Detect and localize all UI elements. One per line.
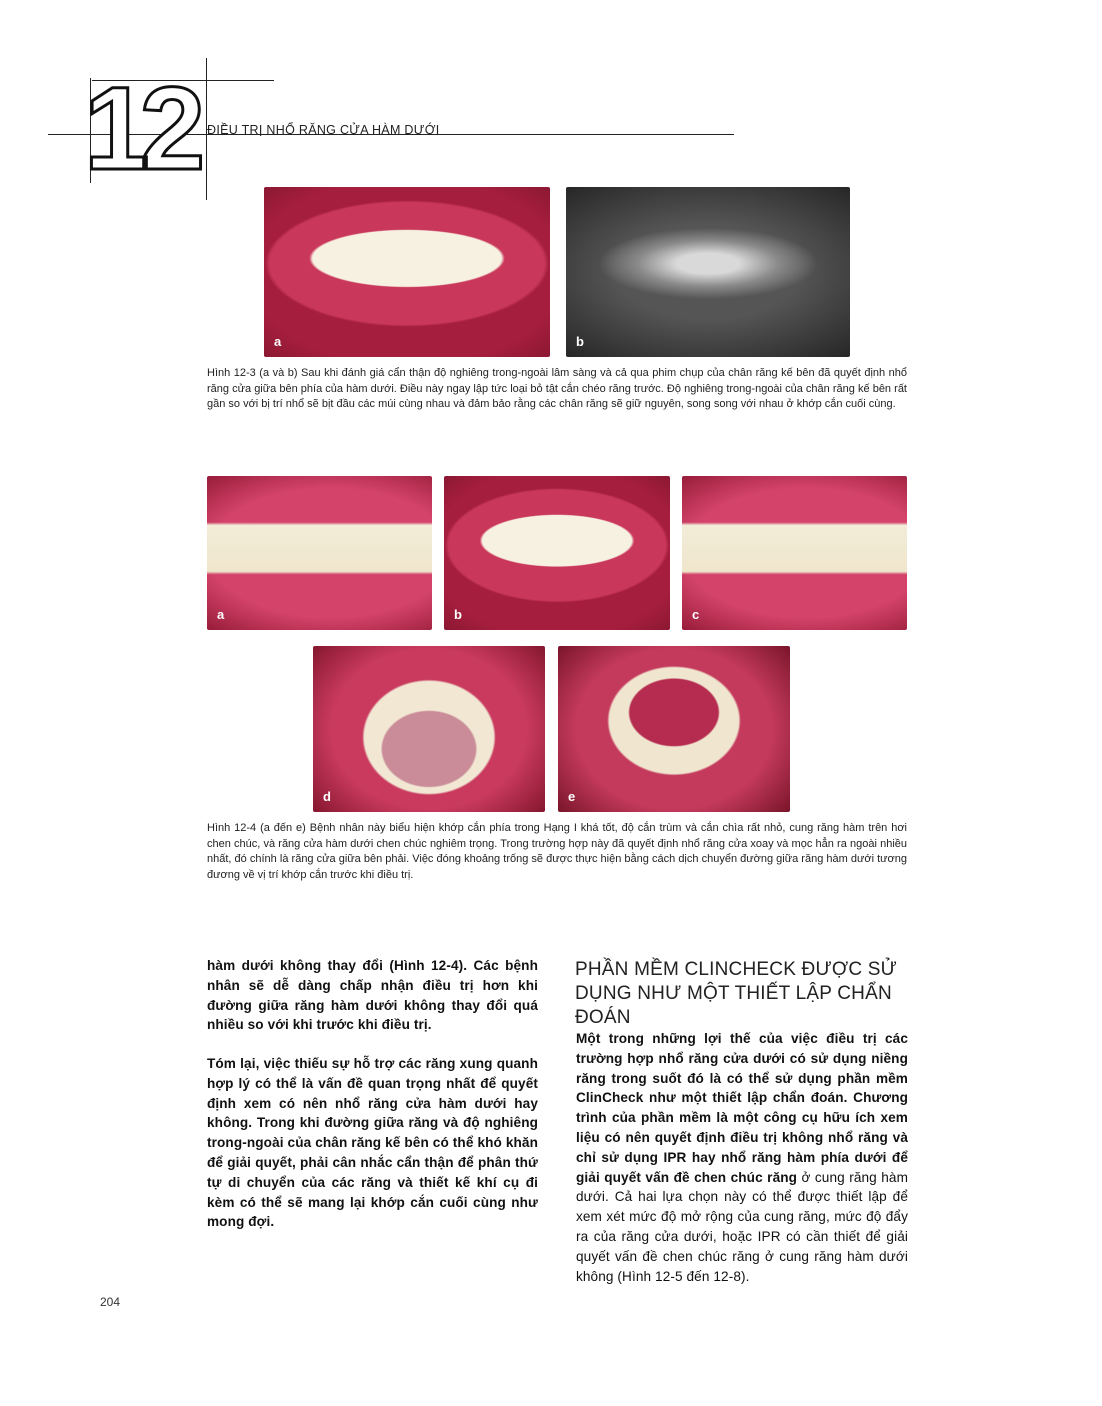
left-paragraph-2: Tóm lại, việc thiếu sự hỗ trợ các răng xung quanh hợp lý có thể là vấn đề quan trọng nhất để quyết định xem có nên nhổ răng cửa hàm dưới hay không. Trong khi đường giữa răng và độ nghiêng trong-ngoài của chân răng kế bên có thể khó khăn để giải quyết, phải cân nhắc cẩn thận để phân thứ tự di chuyển của các răng và thiết kế khí cụ đi kèm có thể sẽ mang lại khớp cắn cuối cùng như mong đợi. <box>207 1056 538 1230</box>
photo-label: a <box>274 334 282 349</box>
photo-label: a <box>217 607 225 622</box>
figure-12-3a-photo <box>264 187 550 357</box>
figure-12-4a-photo <box>207 476 432 630</box>
photo-label: d <box>323 789 331 804</box>
figure-12-4c-photo <box>682 476 907 630</box>
figure-12-4d-photo <box>313 646 545 812</box>
figure-12-4b-photo <box>444 476 670 630</box>
chapter-title: ĐIỀU TRỊ NHỔ RĂNG CỬA HÀM DƯỚI <box>207 123 440 137</box>
right-paragraph <box>576 1029 908 1286</box>
figure-12-4e-photo <box>558 646 790 812</box>
figure-12-4-caption: Hình 12-4 (a đến e) Bệnh nhân này biểu hiện khớp cắn phía trong Hạng I khá tốt, độ cắn trùm và cắn chìa rất nhỏ, cung răng hàm trên hơi chen chúc, và răng cửa hàm dưới chen chúc nghiêm trọng. Trong trường hợp này đã quyết định nhổ răng cửa xoay và mọc hẳn ra ngoài nhiều nhất, đó chính là răng cửa giữa bên phải. Việc đóng khoảng trống sẽ được thực hiện bằng cách dịch chuyển đường giữa răng hàm dưới tương đương về vị trí khớp cắn trước khi điều trị. <box>207 822 907 881</box>
photo-label: e <box>568 789 576 804</box>
photo-label: c <box>692 607 700 622</box>
left-paragraph-1: hàm dưới không thay đổi (Hình 12-4). Các bệnh nhân sẽ dễ dàng chấp nhận điều trị hơn khi đường giữa răng hàm dưới không thay đổi quá nhiều so với khi trước khi điều trị. <box>207 958 538 1033</box>
page-number: 204 <box>100 1295 121 1309</box>
chapter-number: 12 <box>84 63 196 195</box>
photo-label: b <box>454 607 462 622</box>
figure-12-3-caption: Hình 12-3 (a và b) Sau khi đánh giá cẩn thận độ nghiêng trong-ngoài lâm sàng và cả qua phim chụp của chân răng kế bên đã quyết định nhổ răng cửa giữa bên phía của hàm dưới. Điều này ngay lập tức loại bỏ tật cắn chéo răng trước. Độ nghiêng trong-ngoài của chân răng kế bên rất gần so với bị trí nhổ sẽ bịt đầu các múi cùng nhau và đảm bảo rằng các chân răng sẽ giữ nguyên, song song với nhau ở khớp cắn cuối cùng. <box>207 367 907 410</box>
right-paragraph-regular: ở cung răng hàm dưới. Cả hai lựa chọn này có thể được thiết lập để xem xét mức độ mở rộng của cung răng, mức độ đẩy ra của răng cửa dưới, hoặc IPR có cần thiết để giải quyết vấn đề chen chúc răng ở cung răng hàm dưới không (Hình 12-5 đến 12-8). <box>576 1169 908 1284</box>
figure-12-3b-xray <box>566 187 850 357</box>
photo-label: b <box>576 334 584 349</box>
right-paragraph-bold: Một trong những lợi thế của việc điều trị các trường hợp nhổ răng cửa dưới có sử dụng niềng răng trong suốt đó là có thể sử dụng phần mềm ClinCheck như một thiết lập chẩn đoán. Chương trình của phần mềm là một công cụ hữu ích xem liệu có nên quyết định điều trị không nhổ răng và chỉ sử dụng IPR hay nhổ răng hàm phía dưới để giải quyết vấn đề chen chúc răng <box>576 1031 908 1185</box>
section-heading: PHẦN MỀM CLINCHECK ĐƯỢC SỬ DỤNG NHƯ MỘT THIẾT LẬP CHẨN ĐOÁN <box>575 959 898 1028</box>
